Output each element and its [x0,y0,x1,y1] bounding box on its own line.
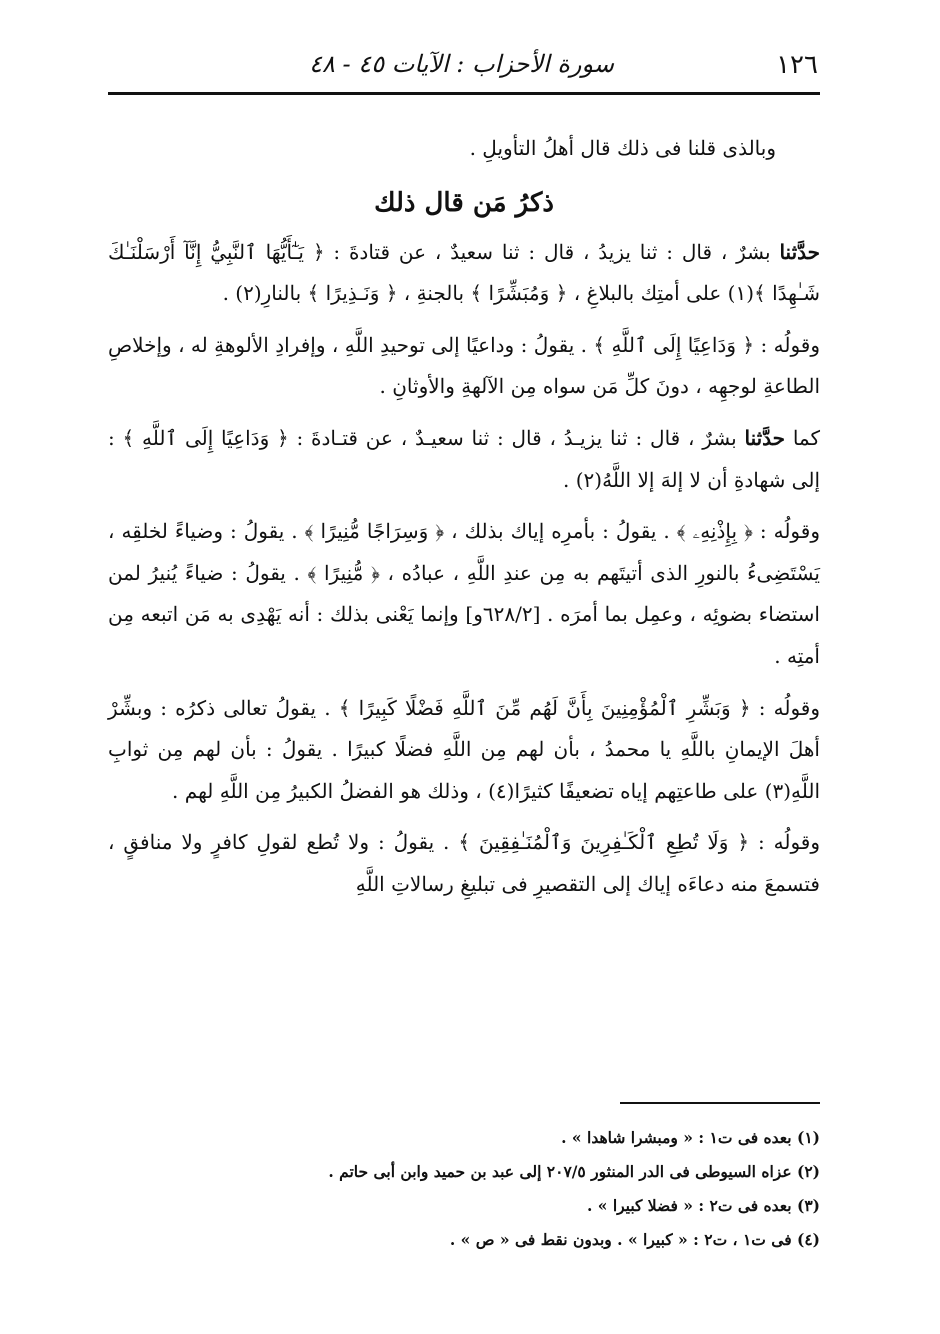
footnotes [108,1124,820,1260]
paragraph-narration-2 [108,418,820,501]
page-header [108,48,820,95]
paragraph-narration-1 [108,232,820,315]
paragraph-text: بشرٌ ، قال : ثنا يزيـدُ ، قال : ثنا سعيـدٌ ، عن قتـادةَ : ﴿ وَدَاعِيًا إِلَى ٱللَّهِ ﴾ : إلى شهادةِ أن لا إلهَ إلا اللَّهُ(٢) . [108,425,820,492]
footnote-1: (١) بعده فى ت١ : « ومبشرا شاهدا » . [561,1128,820,1147]
footnote-divider [620,1102,820,1104]
paragraph-text: بشرٌ ، قال : ثنا يزيدُ ، قال : ثنا سعيدٌ ، عن قتادةَ : ﴿ يَـٰٓأَيُّهَا ٱلنَّبِيُّ إِنَّآ أَرْسَلْنَـٰكَ شَـٰهِدًا ﴾(١) على أمتِك بالبلاغِ ، ﴿ وَمُبَشِّرًا ﴾ بالجنةِ ، ﴿ وَنَـذِيرًا ﴾ بالنارِ(٢) . [108,239,820,306]
paragraph-commentary-1: وقولُه : ﴿ وَدَاعِيًا إِلَى ٱللَّهِ ﴾ . يقولُ : وداعيًا إلى توحيدِ اللَّهِ ، وإفرادِ الألوهةِ له ، وإخلاصِ الطاعةِ لوجهِه ، دونَ كلِّ مَن سواه مِن الآلهةِ والأوثانِ . [108,332,820,399]
running-title: سورة الأحزاب : الآيات ٤٥ - ٤٨ [309,50,614,78]
footnote-2: (٢) عزاه السيوطى فى الدر المنثور ٢٠٧/٥ إلى عبد بن حميد وابن أبى حاتم . [328,1162,820,1181]
paragraph-commentary-2: وقولُه : ﴿ بِإِذْنِهِۦ ﴾ . يقولُ : بأمرِه إياك بذلك ، ﴿ وَسِرَاجًا مُّنِيرًا ﴾ . يقولُ : وضياءً لخلقِه ، يَسْتَضِىءُ بالنورِ الذى أتيتَهم به مِن عندِ اللَّهِ ، عبادُه ، ﴿ مُّنِيرًا ﴾ . يقولُ : ضياءً يُنيرُ لمن استضاء بضوئِه ، وعمِل بما أمرَه . [٦٢٨/٢و] وإنما يَعْنى بذلك : أنه يَهْدِى به مَن اتبعه مِن أمتِه . [108,519,820,668]
main-text [108,128,820,906]
section-title: ذكرُ مَن قال ذلك [374,187,554,218]
page-number: ١٢٦ [776,50,818,80]
paragraph-prefix: كما [785,425,820,450]
paragraph-commentary-3: وقولُه : ﴿ وَبَشِّرِ ٱلْمُؤْمِنِينَ بِأَنَّ لَهُم مِّنَ ٱللَّهِ فَضْلًا كَبِيرًا ﴾ . يقولُ تعالى ذكرُه : وبشِّرْ أهلَ الإيمانِ باللَّهِ يا محمدُ ، بأن لهم مِن اللَّهِ فضلًا كبيرًا . يقولُ : بأن لهم مِن ثوابِ اللَّهِ(٣) على طاعتِهم إياه تضعيفًا كثيرًا(٤) ، وذلك هو الفضلُ الكبيرُ مِن اللَّهِ لهم . [108,695,820,803]
footnote-4: (٤) فى ت١ ، ت٢ : « كبيرا » . وبدون نقط فى « ص » . [449,1230,820,1249]
narration-keyword: حدَّثنا [779,239,820,264]
footnote-3: (٣) بعده فى ت٢ : « فضلا كبيرا » . [586,1196,820,1215]
paragraph-commentary-4: وقولُه : ﴿ وَلَا تُطِعِ ٱلْكَـٰفِرِينَ وَٱلْمُنَـٰفِقِينَ ﴾ . يقولُ : ولا تُطع لقولِ كافرٍ ولا منافقٍ ، فتسمعَ منه دعاءَه إياك إلى التقصيرِ فى تبليغِ رسالاتِ اللَّهِ [108,830,820,896]
narration-keyword: حدَّثنا [744,425,786,450]
paragraph-intro: وبالذى قلنا فى ذلك قال أهلُ التأويلِ . [469,136,776,160]
